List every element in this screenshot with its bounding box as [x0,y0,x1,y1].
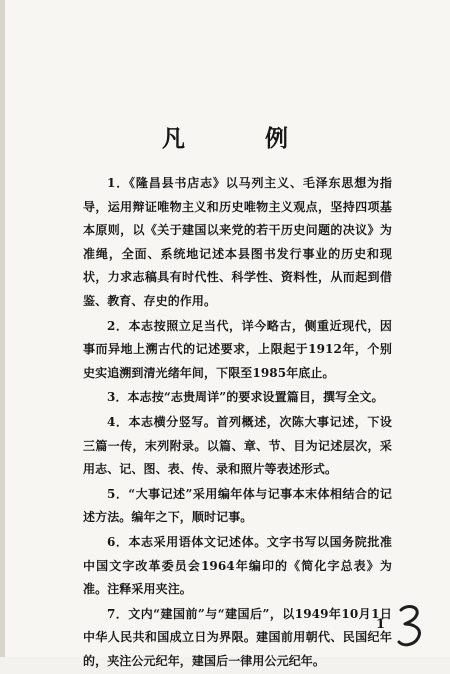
paragraph-4: 4．本志横分竖写。首列概述，次陈大事记述，下设三篇一传，末列附录。以篇、章、节、目为记述层次，采用志、记、图、表、传、录和照片等表述形式。 [83,414,392,477]
paragraph-7: 7．文内“建国前”与“建国后”，以1949年10月1日中华人民共和国成立日为界限。建国前用朝代、民国纪年的，夹注公元纪年，建国后一律用公元纪年。 [83,606,392,668]
handwritten-page-mark [394,602,426,650]
scan-edge [0,0,5,657]
page-title: 凡 例 [161,125,324,152]
paragraph-1: 1．《隆昌县书店志》以马列主义、毛泽东思想为指导，运用辩证唯物主义和历史唯物主义观点，坚持四项基本原则，以《关于建国以来党的若干历史问题的决议》为准绳，全面、系统地记述本县图书发行事业的历史和现状，力求志稿具有时代性、科学性、资料性，从而起到借鉴、教育、存史的作用。 [83,176,392,308]
paragraph-6: 6．本志采用语体文记述体。文字书写以国务院批准中国文字改革委员会1964年编印的《简化字总表》为准。注释采用夹注。 [83,534,392,597]
paragraph-2: 2．本志按照立足当代，详今略古，侧重近现代，因事而异地上溯古代的记述要求，上限起于1912年，个别史实追溯到清光绪年间，下限至1985年底止。 [83,318,392,380]
document-body [83,172,392,674]
page-number: 1 [376,617,386,632]
paragraph-5: 5．“大事记述”采用编年体与记事本末体相结合的记述方法。编年之下，顺时记事。 [83,486,392,525]
paragraph-3: 3．本志按“志贵周详”的要求设置篇目，撰写全文。 [107,390,384,405]
